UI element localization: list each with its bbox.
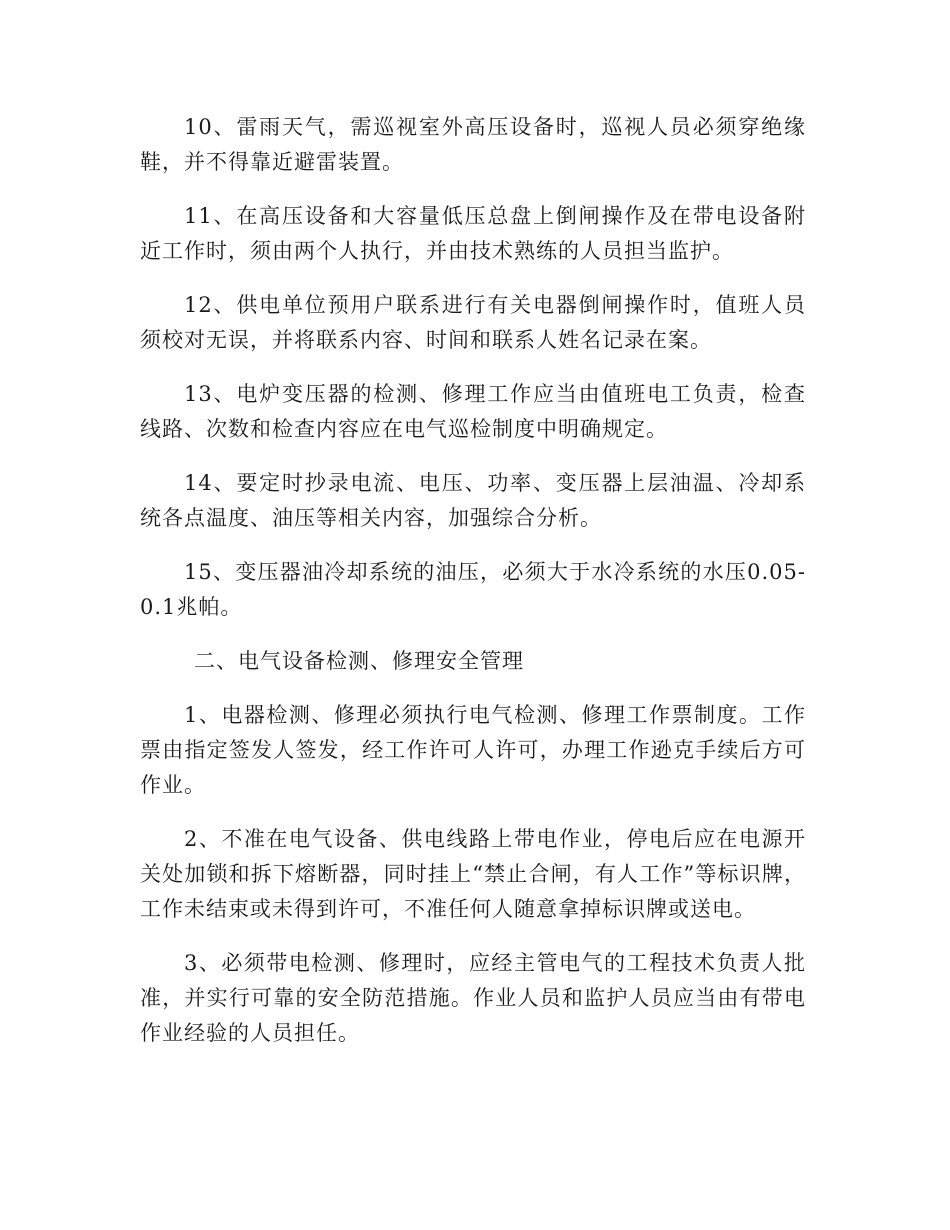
clause-12: 12、供电单位预用户联系进行有关电器倒闸操作时，值班人员须校对无误，并将联系内容、时间和联系人姓名记录在案。 (140, 293, 806, 352)
section-heading: 二、电气设备检测、修理安全管理 (194, 649, 524, 673)
clause-13: 13、电炉变压器的检测、修理工作应当由值班电工负责，检查线路、次数和检查内容应在电气巡检制度中明确规定。 (140, 382, 806, 441)
clause-14: 14、要定时抄录电流、电压、功率、变压器上层油温、冷却系统各点温度、油压等相关内容，加强综合分析。 (140, 471, 806, 530)
clause-11: 11、在高压设备和大容量低压总盘上倒闸操作及在带电设备附近工作时，须由两个人执行，并由技术熟练的人员担当监护。 (140, 204, 806, 263)
document-body (140, 110, 806, 1051)
clause-section2-1: 1、电器检测、修理必须执行电气检测、修理工作票制度。工作票由指定签发人签发，经工作许可人许可，办理工作逊克手续后方可作业。 (140, 703, 806, 797)
clause-section2-3: 3、必须带电检测、修理时，应经主管电气的工程技术负责人批准，并实行可靠的安全防范措施。作业人员和监护人员应当由有带电作业经验的人员担任。 (140, 951, 806, 1045)
clause-10: 10、雷雨天气，需巡视室外高压设备时，巡视人员必须穿绝缘鞋，并不得靠近避雷装置。 (140, 115, 806, 174)
clause-15: 15、变压器油冷却系统的油压，必须大于水冷系统的水压0.05-0.1兆帕。 (140, 560, 806, 619)
clause-section2-2: 2、不准在电气设备、供电线路上带电作业，停电后应在电源开关处加锁和拆下熔断器，同时挂上“禁止合闸，有人工作”等标识牌，工作未结束或未得到许可，不准任何人随意拿掉标识牌或送电。 (140, 827, 806, 921)
